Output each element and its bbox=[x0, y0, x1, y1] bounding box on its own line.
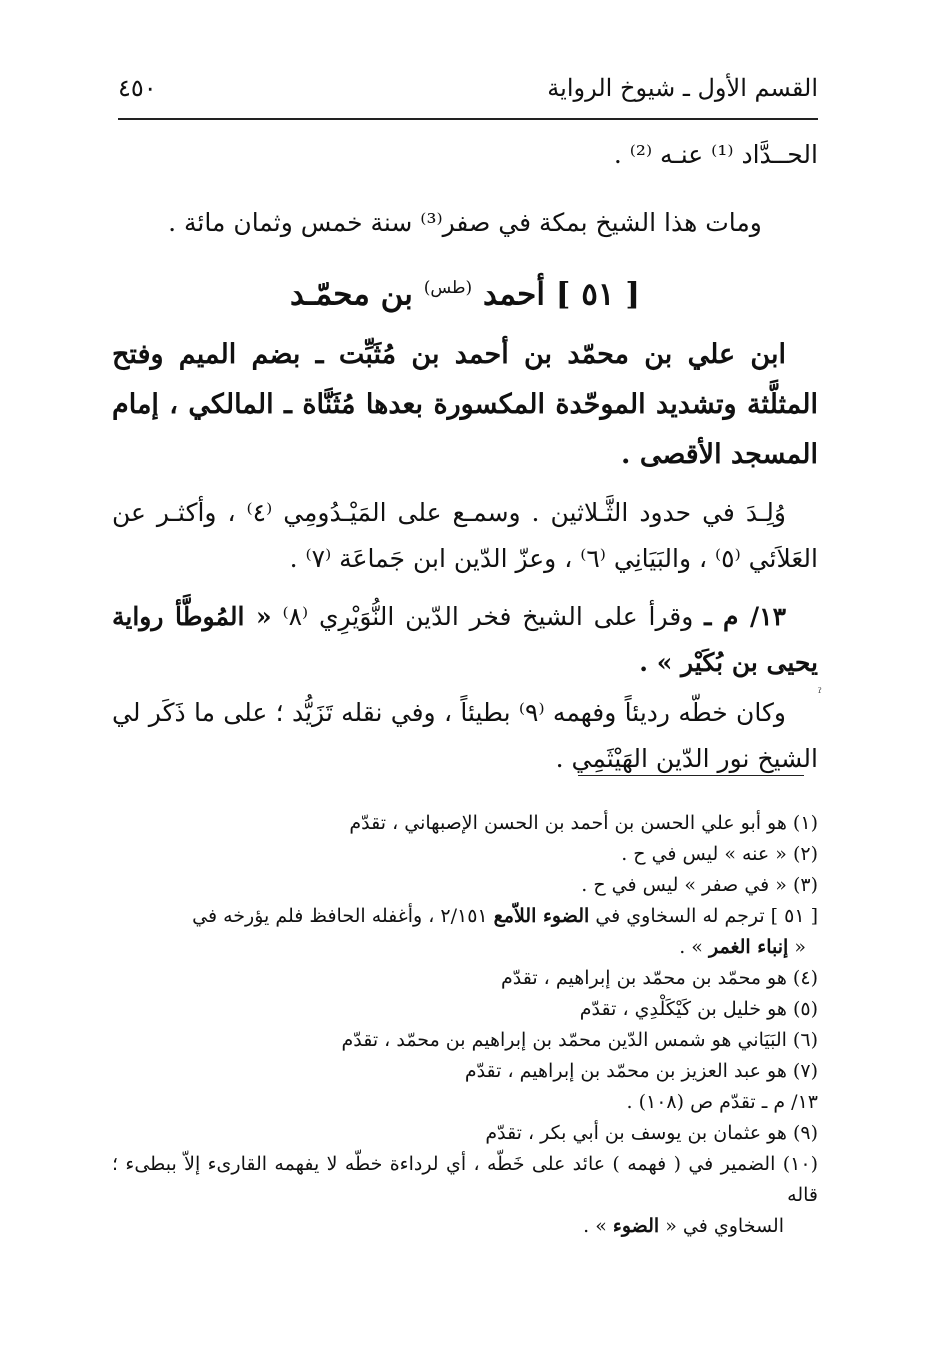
footnote-51-continued bbox=[112, 932, 818, 963]
footnote-10-continued bbox=[112, 1211, 818, 1242]
footnote-51b-close: » . bbox=[679, 936, 703, 958]
reading-text: وقرأ على الشيخ فخر الدّين النُّوَيْرِي ⁽٨⁾ bbox=[282, 602, 694, 632]
footnote-6: (٦) البَيَاني هو شمس الدّين محمّد بن إبراهيم بن محمّد ، تقدّم bbox=[341, 1029, 818, 1051]
footnote-13: ١٣/ م ـ تقدّم ص (١٠٨) . bbox=[626, 1091, 818, 1113]
paragraph-lineage: ابن علي بن محمّد بن أحمد بن مُثَبِّت ـ بضم الميم وفتح المثلَّثة وتشديد الموحّدة المكسورة بعدها مُثَنَّاة ـ المالكي ، إمام المسجد الأقصى . bbox=[112, 339, 818, 471]
header-rule bbox=[118, 118, 818, 120]
entry-heading bbox=[112, 262, 818, 320]
reading-prefix: ١٣/ م ـ bbox=[704, 602, 786, 632]
footnote-2: (٢) « عنه » ليس في ح . bbox=[621, 843, 818, 865]
paragraph-birth: وُلِـدَ في حدود الثَّـلاثين . وسمـع على المَيْـدُومِي ⁽٤⁾ ، وأكثـر عن العَلاَئي ⁽٥⁾ ، والبَيَانِي ⁽٦⁾ ، وعزّ الدّين ابن جَماعَة ⁽٧⁾ . bbox=[112, 498, 818, 574]
margin-mark: ˀ bbox=[818, 686, 822, 702]
page-number: ٤٥٠ bbox=[118, 74, 157, 102]
footnote-4: (٤) هو محمّد بن محمّد بن إبراهيم ، تقدّم bbox=[500, 967, 818, 989]
header-title: القسم الأول ـ شيوخ الرواية bbox=[547, 74, 818, 102]
entry-code: (طس) bbox=[423, 278, 473, 298]
entry-number: [ ٥١ ] bbox=[555, 276, 640, 313]
footnote-51 bbox=[112, 901, 818, 932]
footnote-rule bbox=[578, 775, 804, 776]
footnote-7: (٧) هو عبد العزيز بن محمّد بن إبراهيم ، تقدّم bbox=[464, 1060, 818, 1082]
footnote-51b-book: إنباء الغمر bbox=[708, 936, 789, 958]
footnote-10b-book: الضوء bbox=[612, 1215, 660, 1237]
main-text bbox=[112, 132, 818, 782]
footnote-51b-open: « bbox=[794, 936, 806, 958]
paragraph-handwriting: وكان خطّه رديئاً وفهمه ⁽٩⁾ بطيئاً ، وفي نقله تَزَيُّد ؛ على ما ذَكَر لي الشيخ نور الدّين الهَيْثَمِي . bbox=[112, 698, 818, 774]
footnote-3: (٣) « في صفر » ليس في ح . bbox=[581, 874, 818, 896]
paragraph-reading bbox=[112, 594, 818, 686]
reading-book: « المُوطَّأ رواية يحيى بن بُكَيْر » . bbox=[112, 602, 818, 678]
footnote-51-rest: ٢/١٥١ ، وأغفله الحافظ فلم يؤرخه في bbox=[192, 905, 488, 927]
footnote-51-book: الضوء اللاّمع bbox=[493, 905, 590, 927]
paragraph-continuation: الحــدَّاد ⁽¹⁾ عنـه ⁽²⁾ . bbox=[613, 140, 818, 169]
footnote-10b-text: السخاوي في « bbox=[665, 1215, 784, 1237]
paragraph-death: ومات هذا الشيخ بمكة في صفر⁽³⁾ سنة خمس وثمان مائة . bbox=[168, 208, 762, 237]
entry-name-second: بن محمّـد bbox=[289, 276, 413, 313]
footnote-10b-close: » . bbox=[583, 1215, 607, 1237]
running-header bbox=[118, 72, 818, 118]
footnote-51-text: [ ٥١ ] ترجم له السخاوي في bbox=[595, 905, 818, 927]
footnotes bbox=[112, 808, 818, 1242]
footnote-9: (٩) هو عثمان بن يوسف بن أبي بكر ، تقدّم bbox=[485, 1122, 818, 1144]
footnote-5: (٥) هو خليل بن كَيْكَلْدِي ، تقدّم bbox=[579, 998, 818, 1020]
footnote-1: (١) هو أبو علي الحسن بن أحمد بن الحسن الإصبهاني ، تقدّم bbox=[349, 812, 818, 834]
entry-name-first: أحمد bbox=[482, 276, 545, 313]
footnote-10: (١٠) الضمير في ( فهمه ) عائد على خَطّه ، أي لرداءة خطّه لا يفهمه القارىء إلاّ ببطىء ؛ قاله bbox=[112, 1153, 818, 1206]
